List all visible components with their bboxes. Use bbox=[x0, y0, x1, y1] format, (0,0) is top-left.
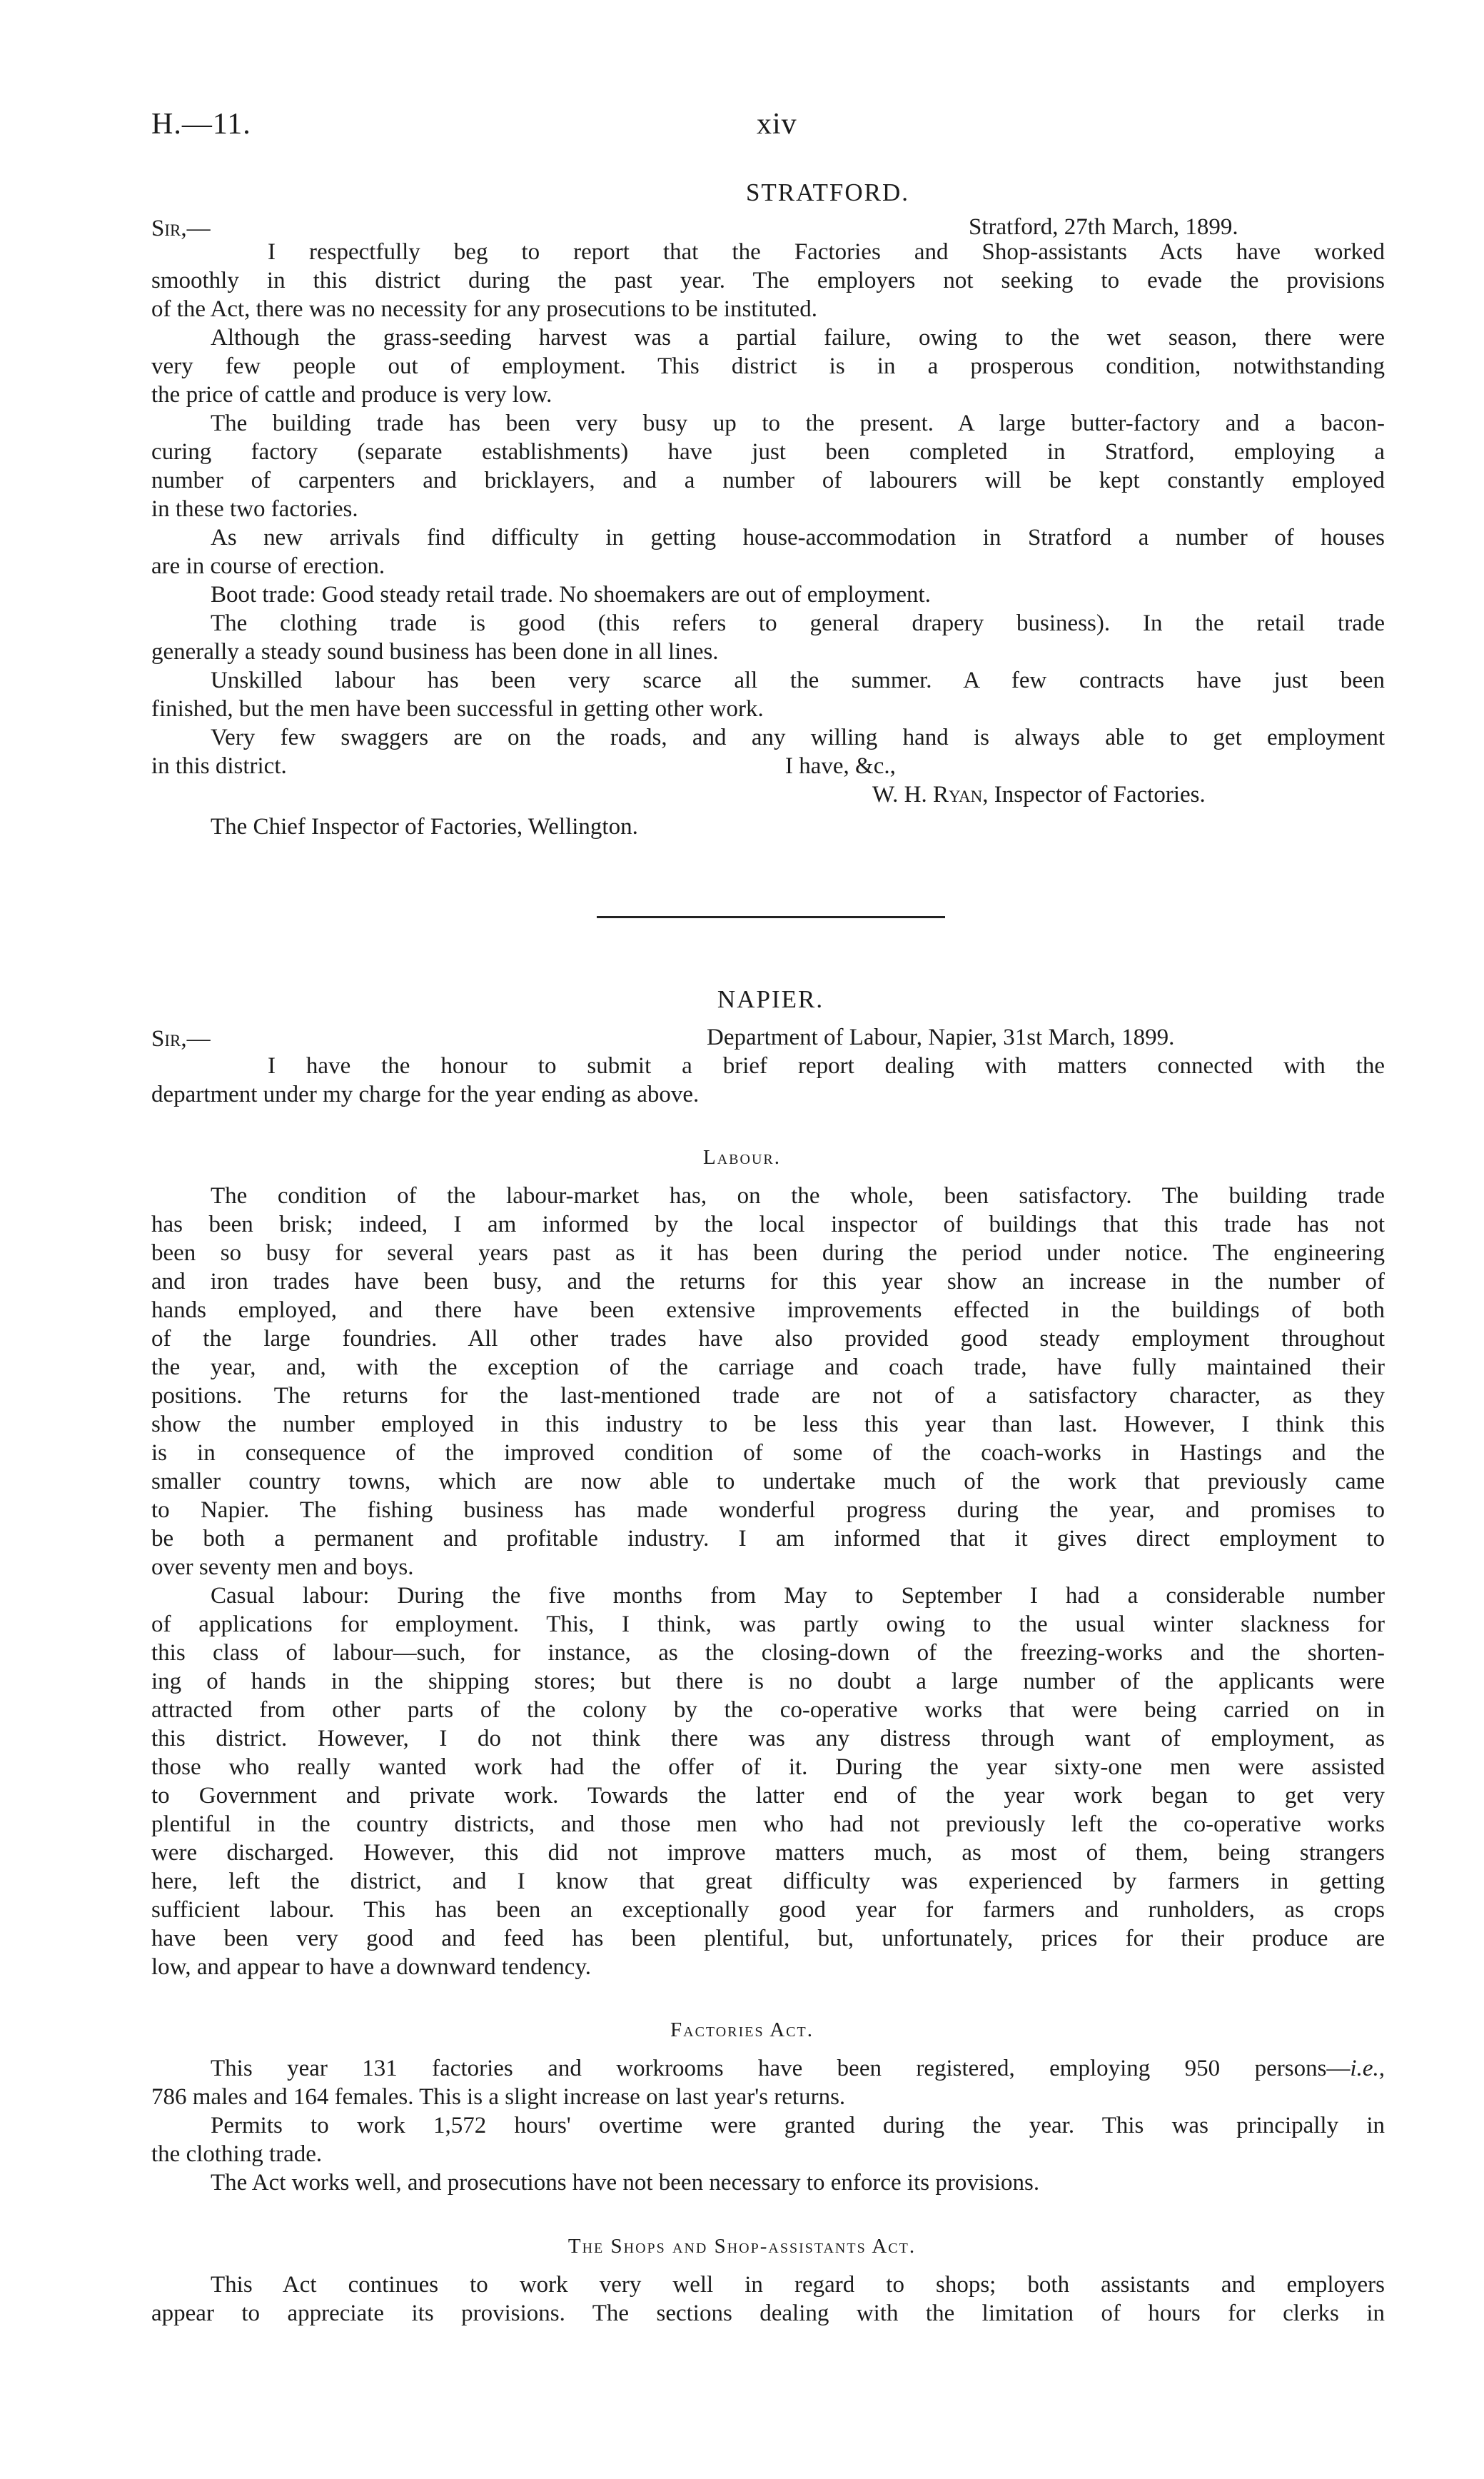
shops-line: appear to appreciate its provisions. The sections dealing with the limitation of hours for clerks in bbox=[151, 2301, 1385, 2326]
stratford-line: number of carpenters and bricklayers, and a number of labourers will be kept constantly employed bbox=[151, 468, 1385, 493]
labour-line: be both a permanent and profitable industry. I am informed that it gives direct employment to bbox=[151, 1526, 1385, 1552]
napier-intro-line: I have the honour to submit a brief report dealing with matters connected with the bbox=[268, 1053, 1385, 1079]
stratford-line: Very few swaggers are on the roads, and any willing hand is always able to get employment bbox=[211, 725, 1385, 750]
labour-line: over seventy men and boys. bbox=[151, 1554, 414, 1580]
napier-dateline: Department of Labour, Napier, 31st March, 1899. bbox=[707, 1025, 1175, 1050]
labour-line: low, and appear to have a downward tendency. bbox=[151, 1954, 592, 1980]
stratford-line: Although the grass-seeding harvest was a partial failure, owing to the wet season, there were bbox=[211, 325, 1385, 351]
factories-line bbox=[211, 2054, 1385, 2083]
factories-line: The Act works well, and prosecutions have not been necessary to enforce its provisions. bbox=[211, 2170, 1040, 2196]
labour-line: The condition of the labour-market has, on the whole, been satisfactory. The building trade bbox=[211, 1183, 1385, 1209]
stratford-line: generally a steady sound business has been done in all lines. bbox=[151, 639, 719, 665]
stratford-signature bbox=[872, 780, 1206, 809]
stratford-line: of the Act, there was no necessity for any prosecutions to be instituted. bbox=[151, 296, 817, 322]
stratford-line: smoothly in this district during the past year. The employers not seeking to evade the provisions bbox=[151, 268, 1385, 293]
stratford-line: the price of cattle and produce is very low. bbox=[151, 382, 552, 408]
shops-line: This Act continues to work very well in regard to shops; both assistants and employers bbox=[211, 2272, 1385, 2298]
labour-line: to Napier. The fishing business has made wonderful progress during the year, and promises to bbox=[151, 1497, 1385, 1523]
stratford-line: curing factory (separate establishments) have just been completed in Stratford, employing a bbox=[151, 439, 1385, 465]
labour-line: ing of hands in the shipping stores; but there is no doubt a large number of the applicants were bbox=[151, 1669, 1385, 1694]
labour-line: sufficient labour. This has been an exceptionally good year for farmers and runholders, as crops bbox=[151, 1897, 1385, 1923]
stratford-line: in this district. bbox=[151, 753, 287, 779]
factories-line-text: This year 131 factories and workrooms have been registered, employing 950 persons— bbox=[211, 2056, 1351, 2081]
labour-line: smaller country towns, which are now able to undertake much of the work that previously came bbox=[151, 1469, 1385, 1494]
labour-line: those who really wanted work had the offer of it. During the year sixty-one men were assisted bbox=[151, 1754, 1385, 1780]
labour-line: the year, and, with the exception of the carriage and coach trade, have fully maintained their bbox=[151, 1354, 1385, 1380]
labour-line: positions. The returns for the last-mentioned trade are not of a satisfactory character, as they bbox=[151, 1383, 1385, 1409]
factories-line: Permits to work 1,572 hours' overtime were granted during the year. This was principally in bbox=[211, 2113, 1385, 2138]
labour-line: this class of labour—such, for instance, as the closing-down of the freezing-works and the shorten- bbox=[151, 1640, 1385, 1666]
labour-line: this district. However, I do not think there was any distress through want of employment, as bbox=[151, 1726, 1385, 1751]
factories-line-italic: i.e., bbox=[1350, 2056, 1385, 2081]
stratford-line: Boot trade: Good steady retail trade. No shoemakers are out of employment. bbox=[211, 582, 931, 608]
labour-line: show the number employed in this industry to be less this year than last. However, I think this bbox=[151, 1412, 1385, 1437]
labour-heading: Labour. bbox=[703, 1146, 781, 1169]
stratford-line: I respectfully beg to report that the Factories and Shop-assistants Acts have worked bbox=[268, 239, 1385, 265]
page-code: H.—11. bbox=[151, 108, 251, 141]
stratford-line: Unskilled labour has been very scarce all the summer. A few contracts have just been bbox=[211, 668, 1385, 693]
factories-heading: Factories Act. bbox=[670, 2018, 814, 2041]
napier-intro-line: department under my charge for the year ending as above. bbox=[151, 1082, 700, 1107]
stratford-line: As new arrivals find difficulty in getting house-accommodation in Stratford a number of houses bbox=[211, 525, 1385, 550]
labour-line: is in consequence of the improved condition of some of the coach-works in Hastings and the bbox=[151, 1440, 1385, 1466]
section-divider bbox=[597, 916, 945, 918]
stratford-line: finished, but the men have been successful in getting other work. bbox=[151, 696, 764, 722]
signature-name: W. H. Ryan bbox=[872, 782, 983, 808]
stratford-dateline: Stratford, 27th March, 1899. bbox=[969, 214, 1238, 240]
labour-line: has been brisk; indeed, I am informed by the local inspector of buildings that this trade has not bbox=[151, 1212, 1385, 1237]
labour-line: were discharged. However, this did not improve matters much, as most of them, being strangers bbox=[151, 1840, 1385, 1866]
stratford-line: The building trade has been very busy up to the present. A large butter-factory and a bacon- bbox=[211, 411, 1385, 436]
labour-line: hands employed, and there have been extensive improvements effected in the buildings of both bbox=[151, 1297, 1385, 1323]
labour-line: here, left the district, and I know that great difficulty was experienced by farmers in getting bbox=[151, 1869, 1385, 1894]
labour-line: plentiful in the country districts, and those men who had not previously left the co-operative works bbox=[151, 1811, 1385, 1837]
factories-line: the clothing trade. bbox=[151, 2141, 323, 2167]
stratford-line: are in course of erection. bbox=[151, 553, 385, 579]
labour-line: to Government and private work. Towards the latter end of the year work began to get very bbox=[151, 1783, 1385, 1809]
labour-line: and iron trades have been busy, and the returns for this year show an increase in the number of bbox=[151, 1269, 1385, 1294]
stratford-line: in these two factories. bbox=[151, 496, 358, 522]
stratford-addressee: The Chief Inspector of Factories, Wellington. bbox=[211, 814, 638, 840]
shops-heading: The Shops and Shop-assistants Act. bbox=[567, 2235, 917, 2258]
labour-line: Casual labour: During the five months from May to September I had a considerable number bbox=[211, 1583, 1385, 1609]
labour-line: have been very good and feed has been plentiful, but, unfortunately, prices for their produce are bbox=[151, 1926, 1385, 1951]
stratford-line: very few people out of employment. This district is in a prosperous condition, notwithstanding bbox=[151, 353, 1385, 379]
page-number: xiv bbox=[757, 108, 797, 141]
labour-line: been so busy for several years past as it has been during the period under notice. The engineering bbox=[151, 1240, 1385, 1266]
labour-line: attracted from other parts of the colony by the co-operative works that were being carried on in bbox=[151, 1697, 1385, 1723]
stratford-salutation: Sir,— bbox=[151, 216, 211, 241]
labour-line: of the large foundries. All other trades have also provided good steady employment throughout bbox=[151, 1326, 1385, 1352]
factories-line: 786 males and 164 females. This is a slight increase on last year's returns. bbox=[151, 2084, 846, 2110]
labour-line: of applications for employment. This, I think, was partly owing to the usual winter slackness for bbox=[151, 1611, 1385, 1637]
napier-salutation: Sir,— bbox=[151, 1026, 211, 1052]
stratford-title: STRATFORD. bbox=[745, 178, 910, 206]
napier-title: NAPIER. bbox=[717, 985, 824, 1013]
signature-title: , Inspector of Factories. bbox=[982, 782, 1206, 808]
stratford-line: The clothing trade is good (this refers to general drapery business). In the retail trade bbox=[211, 610, 1385, 636]
stratford-closing: I have, &c., bbox=[785, 753, 896, 779]
